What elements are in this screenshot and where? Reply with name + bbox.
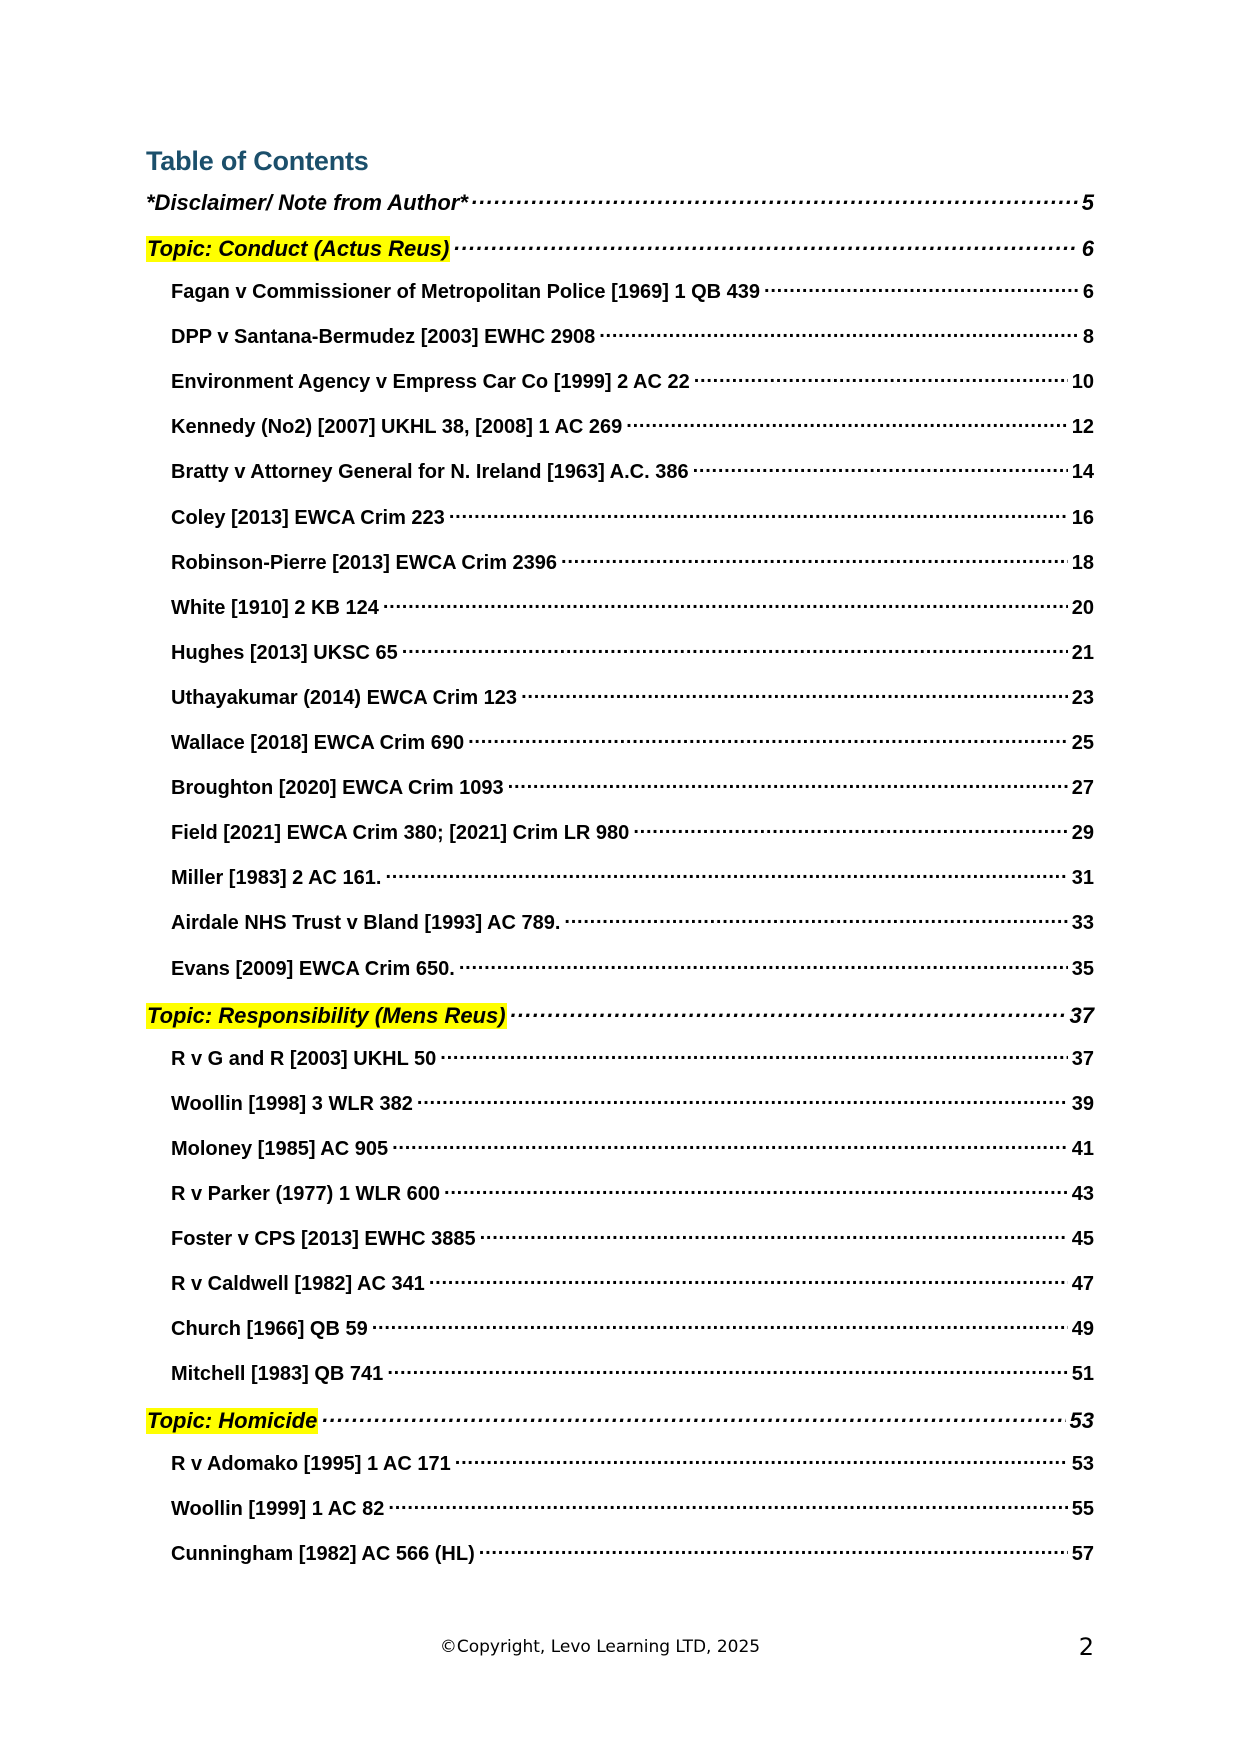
toc-entry-page: 53	[1069, 1408, 1094, 1433]
toc-case-entry[interactable]	[171, 368, 1094, 394]
dot-leader	[385, 864, 1067, 884]
toc-case-entry[interactable]	[171, 639, 1094, 665]
dot-leader	[383, 594, 1068, 614]
dot-leader	[694, 368, 1068, 388]
toc-entry-page: 35	[1071, 958, 1094, 980]
toc-case-entry[interactable]	[171, 1135, 1094, 1161]
toc-case-entry[interactable]	[171, 729, 1094, 755]
dot-leader	[561, 549, 1068, 569]
toc-case-entry[interactable]	[171, 1540, 1094, 1566]
toc-case-entry[interactable]	[171, 1495, 1094, 1521]
toc-entry-label: Topic: Conduct (Actus Reus)	[147, 236, 450, 261]
toc-entry-page: 41	[1071, 1138, 1094, 1160]
toc-entry-label: Miller [1983] 2 AC 161.	[171, 867, 382, 889]
toc-case-entry[interactable]	[171, 1315, 1094, 1341]
toc-entry-label: Church [1966] QB 59	[171, 1318, 368, 1340]
toc-case-entry[interactable]	[171, 1225, 1094, 1251]
copyright-notice: ©Copyright, Levo Learning LTD, 2025	[439, 1637, 761, 1657]
toc-case-entry[interactable]	[171, 1045, 1094, 1071]
toc-case-entry[interactable]	[171, 864, 1094, 890]
toc-entry-page: 29	[1071, 822, 1094, 844]
toc-topic-entry[interactable]	[146, 188, 1094, 216]
toc-entry-label: Kennedy (No2) [2007] UKHL 38, [2008] 1 AC 269	[171, 416, 623, 438]
toc-entry-label: White [1910] 2 KB 124	[171, 597, 379, 619]
toc-entry-label: Airdale NHS Trust v Bland [1993] AC 789.	[171, 912, 561, 934]
dot-leader	[521, 684, 1068, 704]
toc-case-entry[interactable]	[171, 955, 1094, 981]
toc-entry-page: 37	[1069, 1003, 1094, 1028]
dot-leader	[508, 774, 1068, 794]
toc-entry-label: Coley [2013] EWCA Crim 223	[171, 507, 445, 529]
toc-topic-entry[interactable]	[146, 1406, 1094, 1434]
toc-entry-page: 43	[1071, 1183, 1094, 1205]
toc-entry-page: 6	[1082, 281, 1094, 303]
dot-leader	[693, 458, 1068, 478]
dot-leader	[402, 639, 1068, 659]
toc-case-entry[interactable]	[171, 278, 1094, 304]
toc-entry-label: Mitchell [1983] QB 741	[171, 1363, 384, 1385]
toc-entry-page: 51	[1071, 1363, 1094, 1385]
toc-entry-page: 55	[1071, 1498, 1094, 1520]
dot-leader	[599, 323, 1079, 343]
toc-entry-page: 6	[1081, 236, 1094, 261]
dot-leader	[392, 1135, 1068, 1155]
toc-case-entry[interactable]	[171, 1090, 1094, 1116]
toc-entry-label: R v Adomako [1995] 1 AC 171	[171, 1453, 451, 1475]
toc-case-entry[interactable]	[171, 323, 1094, 349]
toc-entry-page: 20	[1071, 597, 1094, 619]
toc-entry-label: Environment Agency v Empress Car Co [1999] 2 AC 22	[171, 371, 690, 393]
dot-leader	[472, 188, 1078, 210]
toc-entry-label: R v Parker (1977) 1 WLR 600	[171, 1183, 441, 1205]
dot-leader	[440, 1045, 1067, 1065]
toc-topic-entry[interactable]	[146, 234, 1094, 262]
dot-leader	[459, 955, 1068, 975]
toc-entry-label: Hughes [2013] UKSC 65	[171, 642, 398, 664]
dot-leader	[454, 234, 1077, 256]
dot-leader	[444, 1180, 1068, 1200]
dot-leader	[633, 819, 1067, 839]
toc-entry-page: 37	[1071, 1048, 1094, 1070]
toc-entry-page: 23	[1071, 687, 1094, 709]
toc-entry-label: Fagan v Commissioner of Metropolitan Police [1969] 1 QB 439	[171, 281, 761, 303]
toc-case-entry[interactable]	[171, 684, 1094, 710]
toc-case-entry[interactable]	[171, 594, 1094, 620]
toc-entry-page: 57	[1071, 1543, 1094, 1565]
toc-entry-label: Bratty v Attorney General for N. Ireland [1963] A.C. 386	[171, 461, 689, 483]
toc-entry-page: 21	[1071, 642, 1094, 664]
toc-entry-page: 49	[1071, 1318, 1094, 1340]
toc-entry-page: 14	[1071, 461, 1094, 483]
toc-entry-page: 5	[1081, 190, 1094, 215]
toc-entry-label: Moloney [1985] AC 905	[171, 1138, 389, 1160]
dot-leader	[626, 413, 1067, 433]
toc-case-entry[interactable]	[171, 819, 1094, 845]
toc-entry-page: 47	[1071, 1273, 1094, 1295]
toc-entry-label: R v Caldwell [1982] AC 341	[171, 1273, 425, 1295]
dot-leader	[429, 1270, 1068, 1290]
toc-entry-label: Robinson-Pierre [2013] EWCA Crim 2396	[171, 552, 558, 574]
dot-leader	[387, 1360, 1067, 1380]
toc-entry-page: 25	[1071, 732, 1094, 754]
dot-leader	[388, 1495, 1067, 1515]
toc-case-entry[interactable]	[171, 549, 1094, 575]
toc-entry-label: DPP v Santana-Bermudez [2003] EWHC 2908	[171, 326, 596, 348]
toc-heading: Table of Contents	[146, 146, 369, 176]
dot-leader	[764, 278, 1079, 298]
toc-entry-label: *Disclaimer/ Note from Author*	[146, 190, 468, 215]
toc-entry-page: 45	[1071, 1228, 1094, 1250]
toc-entry-page: 27	[1071, 777, 1094, 799]
dot-leader	[511, 1001, 1066, 1023]
dot-leader	[480, 1225, 1068, 1245]
toc-case-entry[interactable]	[171, 774, 1094, 800]
toc-case-entry[interactable]	[171, 458, 1094, 484]
dot-leader	[322, 1406, 1065, 1428]
dot-leader	[372, 1315, 1068, 1335]
page-number: 2	[1078, 1633, 1094, 1661]
toc-entry-page: 16	[1071, 507, 1094, 529]
dot-leader	[479, 1540, 1068, 1560]
dot-leader	[417, 1090, 1068, 1110]
toc-entry-page: 10	[1071, 371, 1094, 393]
toc-case-entry[interactable]	[171, 413, 1094, 439]
dot-leader	[449, 504, 1068, 524]
toc-entry-label: R v G and R [2003] UKHL 50	[171, 1048, 437, 1070]
toc-entry-label: Foster v CPS [2013] EWHC 3885	[171, 1228, 476, 1250]
dot-leader	[455, 1450, 1068, 1470]
toc-entry-page: 33	[1071, 912, 1094, 934]
toc-entry-page: 8	[1082, 326, 1094, 348]
toc-entry-label: Woollin [1998] 3 WLR 382	[171, 1093, 413, 1115]
toc-entry-page: 39	[1071, 1093, 1094, 1115]
toc-topic-entry[interactable]	[146, 1001, 1094, 1029]
toc-entry-label: Evans [2009] EWCA Crim 650.	[171, 958, 455, 980]
page-footer	[0, 1633, 1260, 1663]
toc-case-entry[interactable]	[171, 909, 1094, 935]
toc-entry-page: 18	[1071, 552, 1094, 574]
dot-leader	[564, 909, 1067, 929]
toc-entry-label: Topic: Responsibility (Mens Reus)	[147, 1003, 506, 1028]
toc-entry-page: 12	[1071, 416, 1094, 438]
toc-case-entry[interactable]	[171, 1450, 1094, 1476]
toc-entry-label: Topic: Homicide	[147, 1408, 318, 1433]
toc-case-entry[interactable]	[171, 1270, 1094, 1296]
toc-entry-label: Broughton [2020] EWCA Crim 1093	[171, 777, 504, 799]
toc-entry-label: Wallace [2018] EWCA Crim 690	[171, 732, 465, 754]
toc-case-entry[interactable]	[171, 504, 1094, 530]
toc-case-entry[interactable]	[171, 1360, 1094, 1386]
toc-case-entry[interactable]	[171, 1180, 1094, 1206]
toc-entry-label: Uthayakumar (2014) EWCA Crim 123	[171, 687, 518, 709]
toc-entry-label: Cunningham [1982] AC 566 (HL)	[171, 1543, 475, 1565]
toc-entry-page: 53	[1071, 1453, 1094, 1475]
toc-entry-page: 31	[1071, 867, 1094, 889]
toc-entry-label: Field [2021] EWCA Crim 380; [2021] Crim LR 980	[171, 822, 630, 844]
toc-entry-label: Woollin [1999] 1 AC 82	[171, 1498, 385, 1520]
dot-leader	[468, 729, 1068, 749]
